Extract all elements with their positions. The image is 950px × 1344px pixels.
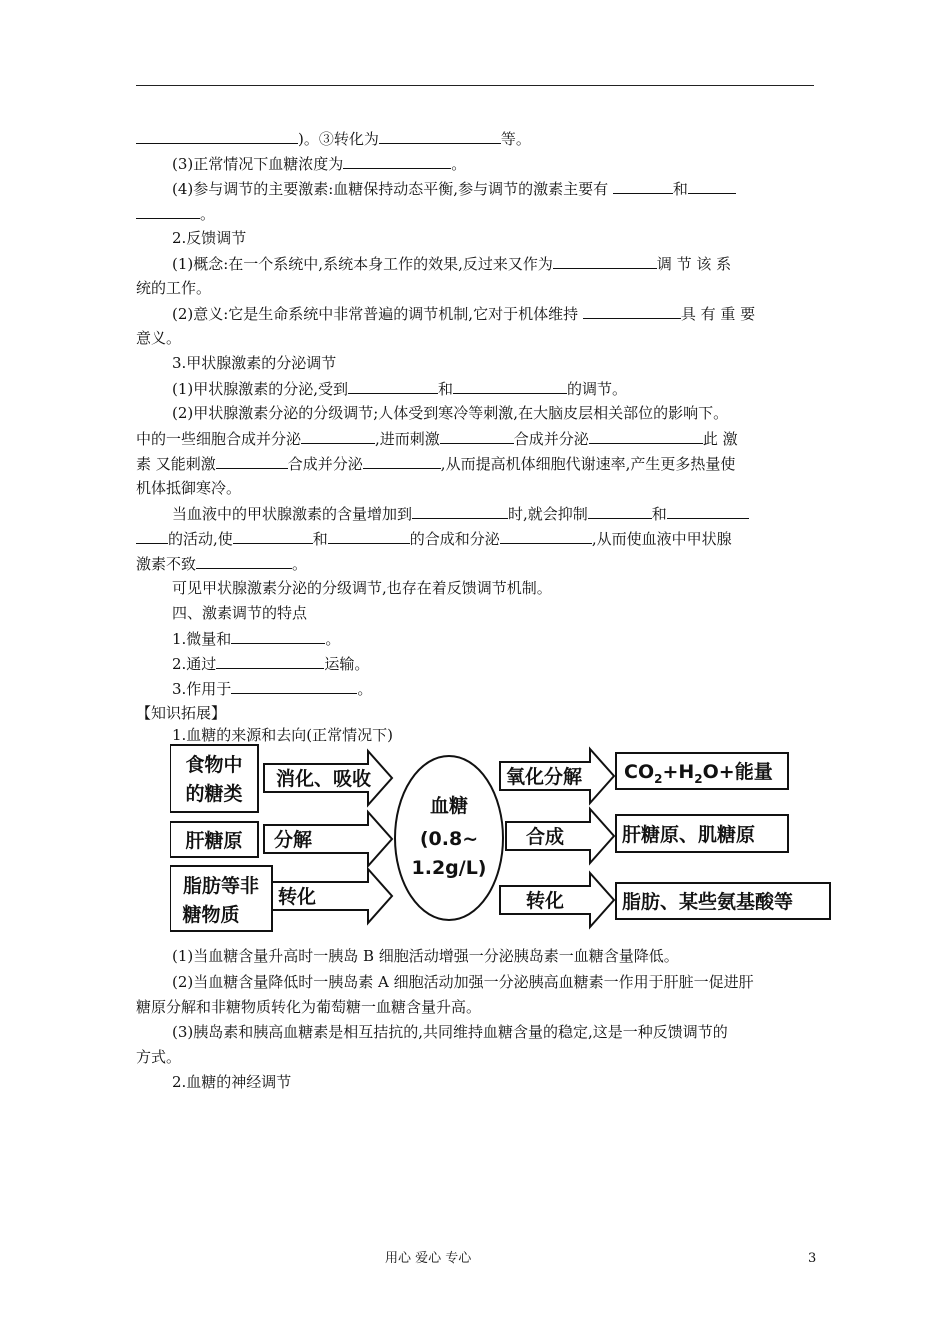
arrow-synthesize-label: 合成 bbox=[526, 826, 565, 848]
section-heading: 1.血糖的来源和去向(正常情况下) bbox=[172, 726, 394, 744]
page-number: 3 bbox=[808, 1251, 817, 1266]
arrow-digest-label: 消化、吸收 bbox=[276, 768, 372, 790]
text-line: 激素不致 。 bbox=[136, 555, 308, 573]
text-line: (2)意义:它是生命系统中非常普遍的调节机制,它对于机体维持 具 有 重 要 bbox=[172, 305, 756, 323]
source-fat-line2: 糖物质 bbox=[182, 904, 240, 926]
text-line: (4)参与调节的主要激素:血糖保持动态平衡,参与调节的激素主要有 和 bbox=[172, 178, 736, 199]
text-line: (1)概念:在一个系统中,系统本身工作的效果,反过来又作为 调 节 该 系 bbox=[172, 255, 732, 273]
blood-sugar-range-line1: (0.8~ bbox=[419, 828, 479, 850]
source-fat-line1: 脂肪等非 bbox=[182, 875, 260, 897]
text-line: )。③转化为 等。 bbox=[136, 128, 531, 149]
text-line: 当血液中的甲状腺激素的含量增加到 时,就会抑制 和 bbox=[172, 503, 749, 524]
text-line: 机体抵御寒冷。 bbox=[136, 479, 242, 497]
text-line: 3.作用于 。 bbox=[172, 680, 373, 698]
destination-fat-amino-label: 脂肪、某些氨基酸等 bbox=[622, 891, 794, 913]
text-line: 1.微量和 。 bbox=[172, 630, 341, 648]
text-line: 。 bbox=[136, 203, 215, 224]
section-heading: 2.反馈调节 bbox=[172, 229, 247, 247]
source-liver-glycogen-label: 肝糖原 bbox=[185, 830, 243, 852]
text-line: 素 又能刺激 合成并分泌 ,从而提高机体细胞代谢速率,产生更多热量使 bbox=[136, 455, 736, 473]
header-rule bbox=[136, 85, 814, 86]
source-food-line1: 食物中 bbox=[185, 754, 243, 776]
text-line: (2)当血糖含量降低时一胰岛素 A 细胞活动加强一分泌胰高血糖素一作用于肝脏一促进肝 bbox=[172, 973, 754, 991]
text-line: (1)甲状腺激素的分泌,受到 和 的调节。 bbox=[172, 380, 628, 398]
text-line: 中的一些细胞合成并分泌 ,进而刺激 合成并分泌 此 激 bbox=[136, 430, 738, 448]
text-line: 意义。 bbox=[136, 329, 182, 347]
blood-sugar-range-line2: 1.2g/L) bbox=[411, 857, 487, 879]
section-heading: 2.血糖的神经调节 bbox=[172, 1073, 292, 1091]
knowledge-extension-heading: 【知识拓展】 bbox=[136, 704, 227, 722]
arrow-decompose-label: 分解 bbox=[274, 829, 313, 851]
arrow-convert-out-label: 转化 bbox=[526, 890, 565, 912]
footer-motto: 用心 爱心 专心 bbox=[385, 1251, 472, 1266]
text-line: 可见甲状腺激素分泌的分级调节,也存在着反馈调节机制。 bbox=[172, 579, 552, 597]
destination-glycogen-label: 肝糖原、肌糖原 bbox=[622, 824, 756, 846]
destination-co2-label: $CO_2+H_2O+$能量 bbox=[624, 761, 773, 786]
text-line: (3)胰岛素和胰高血糖素是相互拮抗的,共同维持血糖含量的稳定,这是一种反馈调节的 bbox=[172, 1023, 728, 1041]
blood-sugar-label: 血糖 bbox=[429, 795, 469, 817]
blood-sugar-diagram bbox=[170, 742, 840, 936]
section-heading: 四、激素调节的特点 bbox=[172, 604, 308, 622]
text-line: 的活动,使 和 的合成和分泌 ,从而使血液中甲状腺 bbox=[136, 528, 732, 549]
section-heading: 3.甲状腺激素的分泌调节 bbox=[172, 354, 337, 372]
text-line: 统的工作。 bbox=[136, 279, 212, 297]
text-line: (3)正常情况下血糖浓度为 。 bbox=[172, 155, 467, 173]
arrow-oxidize-label: 氧化分解 bbox=[506, 766, 583, 788]
text-line: 2.通过 运输。 bbox=[172, 655, 370, 673]
text-line: 糖原分解和非糖物质转化为葡萄糖一血糖含量升高。 bbox=[136, 998, 482, 1016]
source-food-line2: 的糖类 bbox=[185, 783, 243, 805]
text-line: 方式。 bbox=[136, 1048, 182, 1066]
text-line: (1)当血糖含量升高时一胰岛 B 细胞活动增强一分泌胰岛素一血糖含量降低。 bbox=[172, 947, 679, 965]
arrow-convert-label: 转化 bbox=[278, 886, 317, 908]
text-line: (2)甲状腺激素分泌的分级调节;人体受到寒冷等刺激,在大脑皮层相关部位的影响下。 bbox=[172, 404, 729, 422]
